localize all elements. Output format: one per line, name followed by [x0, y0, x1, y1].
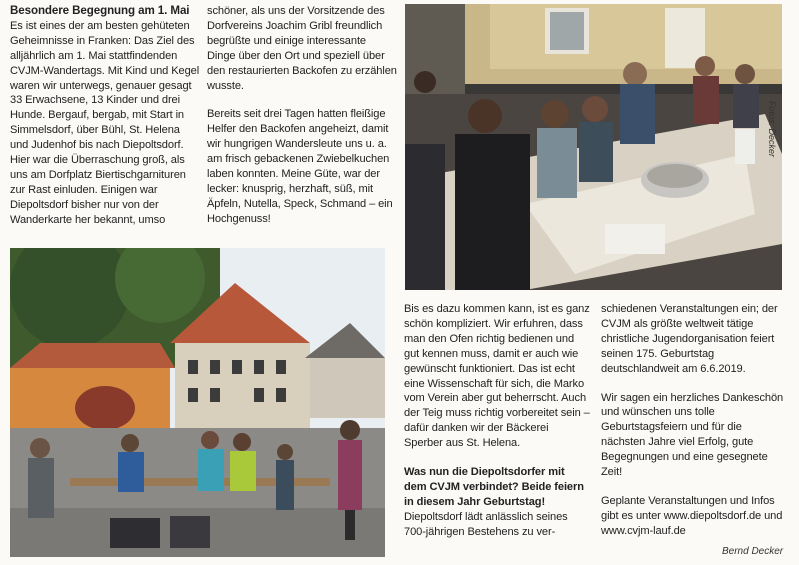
column-4-paragraph-1: schiedenen Veranstaltungen ein; der CVJM als größte weltweit tätige christliche Jugendorganisation feiert seinen 175. Geburtstag deutschlandweit am 6.6.2019.: [601, 303, 778, 375]
photo-village-square: [10, 248, 385, 557]
article-column-2: [207, 4, 397, 227]
photo-baking-table-illustration: [405, 4, 782, 290]
article-column-4: [601, 302, 787, 539]
column-1-paragraph: Es ist eines der am besten gehüteten Geheimnisse in Franken: Das Ziel des alljährlich am 1. Mai stattfindenden CVJM-Wandertags. Mit Kind und Kegel waren wir unterwegs, genauer gesagt 33 Erwachsene, 13 Kinder und drei Hunde. Bergauf, bergab, mit Start in Simmelsdorf, über Bühl, St. Helena und Judenhof bis nach Diepoltsdorf. Hier war die Überraschung groß, als uns am Dorfplatz Biertischgarnituren zur Rast einluden. Einigen war Diepoltsdorf bisher nur von der Wanderkarte her bekannt, umso: [10, 19, 200, 226]
column-3-subheading: Was nun die Diepoltsdorfer mit dem CVJM verbindet? Beide feiern in diesem Jahr Geburtstag!: [404, 466, 584, 508]
photo-baking-table: [405, 4, 782, 290]
article-column-3: [404, 302, 590, 540]
photo-village-square-illustration: [10, 248, 385, 557]
column-2-paragraph-2: Bereits seit drei Tagen hatten fleißige Helfer den Backofen angeheizt, damit wir hungrigen Wandersleute uns u. a. am frisch gebackenen Zwiebelkuchen laben konnten. Meine Güte, war der lecker: knusprig, herzhaft, süß, mit Äpfeln, Nutella, Speck, Schmand – ein Hochgenuss!: [207, 108, 393, 225]
column-4-paragraph-2: Wir sagen ein herzliches Dankeschön und wünschen uns tolle Geburtstagsfeiern und für die nächsten Jahre viel Erfolg, gute Begegnungen und eine gesegnete Zeit!: [601, 391, 784, 479]
column-3-paragraph-1: Bis es dazu kommen kann, ist es ganz schön kompliziert. Wir erfuhren, dass man den Ofen richtig bedienen und gut kennen muss, damit er auch wie gewünscht funktioniert. Das ist echt eine Wissenschaft für sich, die Marko vom Verein aber gut beherrscht. Auch der Teig muss richtig vorbereitet sein – dafür danken wir der Bäckerei Sperber aus St. Helena.: [404, 303, 590, 450]
column-4-paragraph-3: Geplante Veranstaltungen und Infos gibt es unter www.diepoltsdorf.de und www.cvjm-lauf.de: [601, 494, 783, 537]
column-3-paragraph-2: Diepoltsdorf lädt anlässlich seines 700-jährigen Bestehens zu ver-: [404, 510, 568, 538]
column-2-paragraph-1: schöner, als uns der Vorsitzende des Dorfvereins Joachim Gribl freundlich begrüßte und einige interessante Dinge über den Ort und speziell über den restaurierten Backofen zu erzählen wusste.: [207, 5, 397, 92]
article-column-1: [10, 4, 200, 228]
article-heading: Besondere Begegnung am 1. Mai: [10, 4, 190, 17]
photo-credit: Fotos: Decker: [767, 101, 777, 158]
article-author: Bernd Decker: [722, 546, 784, 557]
